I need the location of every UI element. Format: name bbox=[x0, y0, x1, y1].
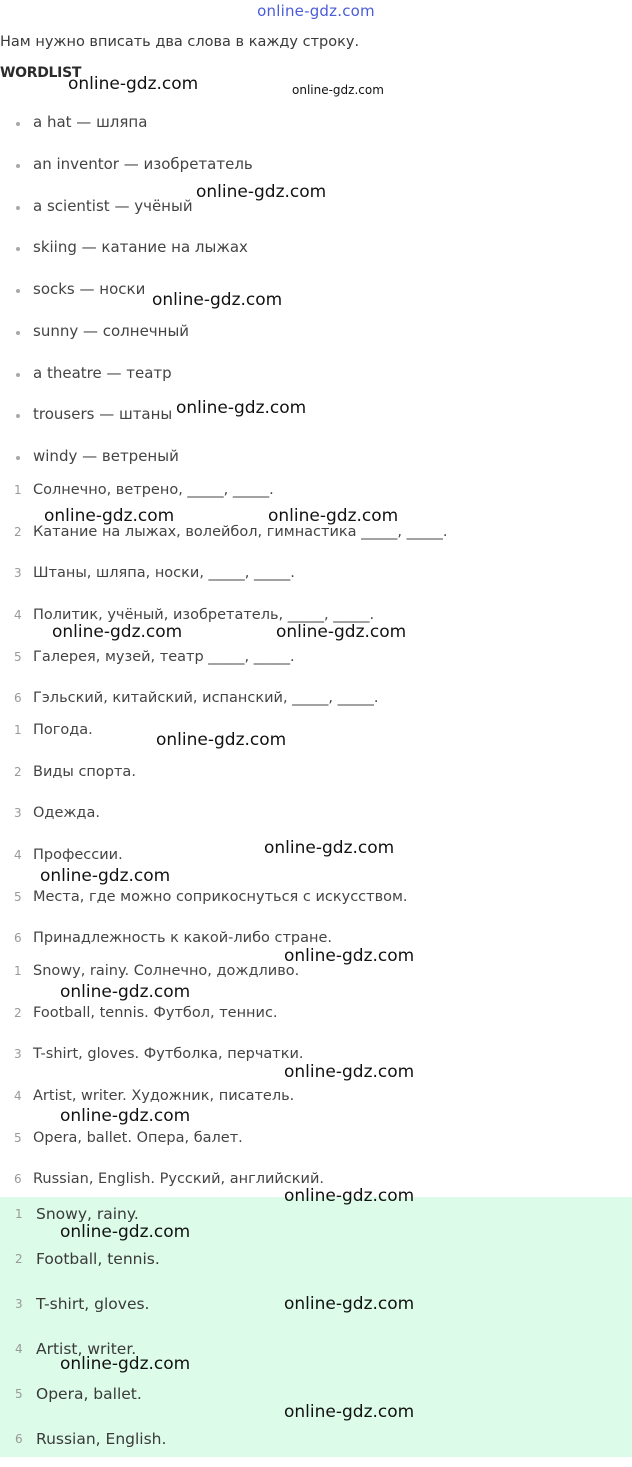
watermark: online-gdz.com bbox=[284, 1186, 415, 1206]
watermark: online-gdz.com bbox=[60, 1222, 191, 1242]
wordlist-heading: WORDLIST bbox=[0, 65, 82, 81]
watermark: online-gdz.com bbox=[284, 1062, 415, 1082]
bullet-icon bbox=[16, 164, 20, 168]
watermark: online-gdz.com bbox=[268, 506, 399, 526]
intro-text: Нам нужно вписать два слова в кажду строку. bbox=[0, 34, 360, 50]
watermark: online-gdz.com bbox=[284, 946, 415, 966]
bullet-icon bbox=[16, 289, 20, 293]
watermark: online-gdz.com bbox=[196, 182, 327, 202]
watermark: online-gdz.com bbox=[276, 622, 407, 642]
watermark: online-gdz.com bbox=[44, 506, 175, 526]
answer-line: 4 Artist, writer. bbox=[15, 1340, 137, 1358]
watermark: online-gdz.com bbox=[152, 290, 283, 310]
bullet-icon bbox=[16, 247, 20, 251]
answer-line: 2 Football, tennis. bbox=[15, 1250, 160, 1268]
watermark: online-gdz.com bbox=[60, 982, 191, 1002]
watermark: online-gdz.com bbox=[284, 1402, 415, 1422]
bullet-icon bbox=[16, 331, 20, 335]
answer-line: 3 T-shirt, gloves. bbox=[15, 1295, 150, 1313]
watermark: online-gdz.com bbox=[52, 622, 183, 642]
watermark: online-gdz.com bbox=[156, 730, 287, 750]
watermark: online-gdz.com bbox=[60, 1354, 191, 1374]
bullet-icon bbox=[16, 122, 20, 126]
watermark: online-gdz.com bbox=[264, 838, 395, 858]
bullet-icon bbox=[16, 373, 20, 377]
bullet-icon bbox=[16, 456, 20, 460]
watermark: online-gdz.com bbox=[60, 1106, 191, 1126]
bullet-icon bbox=[16, 206, 20, 210]
watermark: online-gdz.com bbox=[292, 83, 384, 97]
site-header-link[interactable]: online-gdz.com bbox=[257, 2, 375, 20]
watermark: online-gdz.com bbox=[68, 74, 199, 94]
watermark: online-gdz.com bbox=[40, 866, 171, 886]
watermark: online-gdz.com bbox=[176, 398, 307, 418]
bullet-icon bbox=[16, 414, 20, 418]
answer-line: 6 Russian, English. bbox=[15, 1430, 167, 1448]
watermark: online-gdz.com bbox=[284, 1294, 415, 1314]
answer-line: 1 Snowy, rainy. bbox=[15, 1205, 139, 1223]
answer-line: 5 Opera, ballet. bbox=[15, 1385, 142, 1403]
